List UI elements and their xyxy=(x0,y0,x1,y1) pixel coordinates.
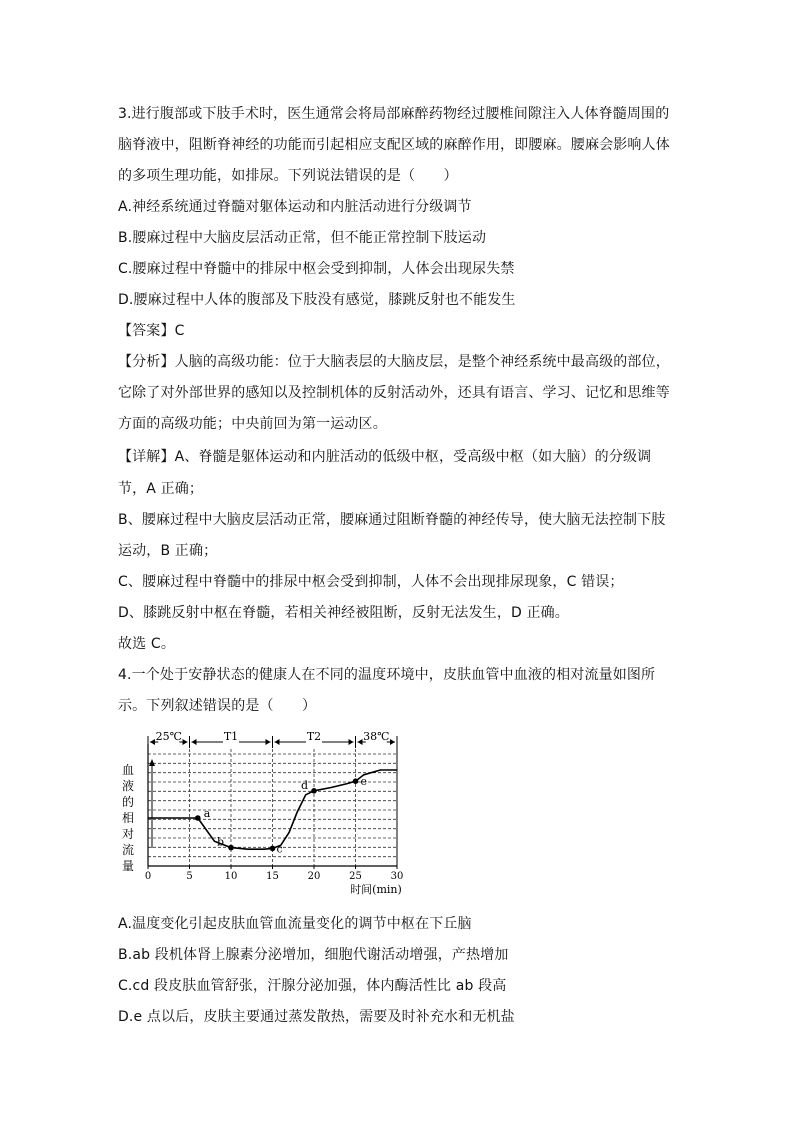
phase-arrow-head xyxy=(183,739,188,745)
explanation-line-5: C、腰麻过程中脊髓中的排尿中枢会受到抑制，人体不会出现排尿现象，C 错误； xyxy=(118,574,624,590)
x-tick-label: 15 xyxy=(266,871,279,882)
x-tick-label: 0 xyxy=(144,871,152,882)
data-point-a xyxy=(195,815,201,821)
question-3-stem-line-3: 的多项生理功能，如排尿。下列说法错误的是（ ） xyxy=(118,168,458,184)
question-4-option-a: A.温度变化引起皮肤血管血流量变化的调节中枢在下丘脑 xyxy=(118,916,472,932)
explanation-line-1: 【详解】A、脊髓是躯体运动和内脏活动的低级中枢，受高级中枢（如大脑）的分级调 xyxy=(118,449,652,465)
y-axis-label-char: 流 xyxy=(121,843,135,857)
explanation-line-6: D、膝跳反射中枢在脊髓，若相关神经被阻断，反射无法发生，D 正确。 xyxy=(118,605,569,621)
data-point-label-c: c xyxy=(276,842,283,856)
phase-arrow-head xyxy=(266,739,271,745)
question-4-stem-line-1: 4.一个处于安静状态的健康人在不同的温度环境中，皮肤血管中血液的相对流量如图所 xyxy=(118,667,656,683)
question-3-option-c: C.腰麻过程中脊髓中的排尿中枢会受到抑制，人体会出现尿失禁 xyxy=(118,261,515,277)
explanation-line-4: 运动，B 正确； xyxy=(118,543,218,559)
phase-arrow-head xyxy=(275,739,280,745)
question-3-stem-line-1: 3.进行腹部或下肢手术时，医生通常会将局部麻醉药物经过腰椎间隙注入人体脊髓周围的 xyxy=(118,106,670,122)
question-3-option-d: D.腰麻过程中人体的腹部及下肢没有感觉，膝跳反射也不能发生 xyxy=(118,292,516,308)
analysis-line-1: 【分析】人脑的高级功能：位于大脑表层的大脑皮层，是整个神经系统中最高级的部位， xyxy=(118,354,670,370)
data-point-c xyxy=(270,846,276,852)
phase-arrow-head xyxy=(358,739,363,745)
analysis-line-2: 它除了对外部世界的感知以及控制机体的反射活动外，还具有语言、学习、记忆和思维等 xyxy=(118,385,670,401)
phase-label: T2 xyxy=(306,730,322,743)
data-point-label-d: d xyxy=(301,778,309,792)
question-3-stem-line-2: 脑脊液中，阻断脊神经的功能而引起相应支配区域的麻醉作用，即腰麻。腰麻会影响人体 xyxy=(118,137,670,153)
question-4-option-c: C.cd 段皮肤血管舒张，汗腺分泌加强，体内酶活性比 ab 段高 xyxy=(118,978,507,994)
x-tick-label: 10 xyxy=(224,871,238,882)
question-3-option-a: A.神经系统通过脊髓对躯体运动和内脏活动进行分级调节 xyxy=(118,199,472,215)
data-point-b xyxy=(228,845,234,851)
x-tick-label: 25 xyxy=(349,871,362,882)
y-axis-label-char: 的 xyxy=(121,795,135,809)
x-tick-label: 20 xyxy=(307,871,321,882)
x-tick-label: 30 xyxy=(390,871,404,882)
blood-flow-chart xyxy=(118,728,418,900)
y-arrow-head xyxy=(149,759,155,766)
conclusion-line: 故选 C。 xyxy=(118,636,175,652)
data-point-d xyxy=(311,788,317,794)
analysis-line-3: 方面的高级功能；中央前回为第一运动区。 xyxy=(118,416,387,432)
data-point-label-a: a xyxy=(203,807,211,820)
y-axis-label-char: 量 xyxy=(121,859,135,873)
phase-arrow-head xyxy=(150,739,155,745)
phase-arrow-head xyxy=(390,739,395,745)
x-axis-label: 时间(min) xyxy=(350,883,402,896)
explanation-line-2: 节，A 正确； xyxy=(118,481,204,497)
y-axis-label-char: 血 xyxy=(121,763,135,777)
data-point-e xyxy=(353,778,359,784)
phase-label: 38℃ xyxy=(363,730,390,743)
question-3-option-b: B.腰麻过程中大脑皮层活动正常，但不能正常控制下肢运动 xyxy=(118,230,487,246)
x-tick-label: 5 xyxy=(186,871,193,882)
y-axis-label-char: 对 xyxy=(121,827,135,841)
blood-flow-chart-svg xyxy=(118,728,418,900)
question-4-option-d: D.e 点以后，皮肤主要通过蒸发散热，需要及时补充水和无机盐 xyxy=(118,1009,515,1025)
phase-label: 25℃ xyxy=(155,730,182,743)
data-point-label-e: e xyxy=(360,775,368,789)
data-point-label-b: b xyxy=(217,835,225,849)
phase-label: T1 xyxy=(223,730,239,743)
answer-line: 【答案】C xyxy=(118,323,185,339)
y-axis-label-char: 相 xyxy=(121,811,135,825)
explanation-line-3: B、腰麻过程中大脑皮层活动正常，腰麻通过阻断脊髓的神经传导，使大脑无法控制下肢 xyxy=(118,512,666,528)
question-4-option-b: B.ab 段机体肾上腺素分泌增加，细胞代谢活动增强，产热增加 xyxy=(118,947,509,963)
question-4-stem-line-2: 示。下列叙述错误的是（ ） xyxy=(118,698,317,714)
phase-arrow-head xyxy=(192,739,197,745)
phase-arrow-head xyxy=(349,739,354,745)
y-axis-label-char: 液 xyxy=(121,779,135,793)
